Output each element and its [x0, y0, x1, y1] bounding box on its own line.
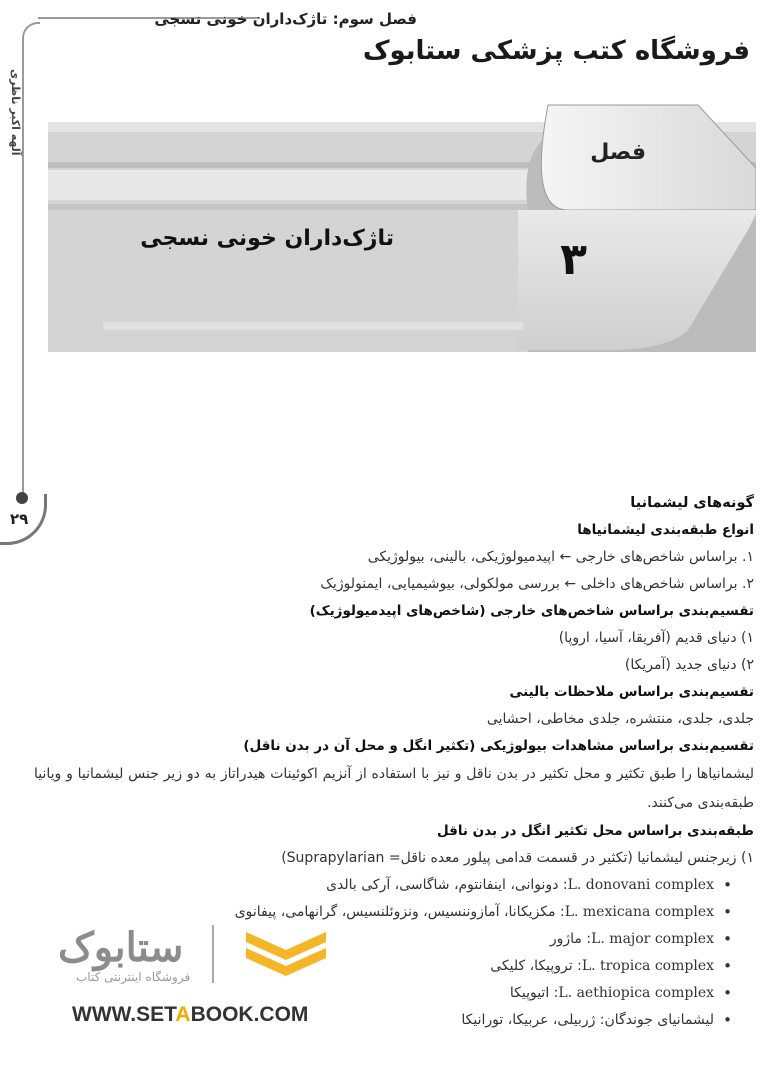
clinical-item: جلدی، جلدی، منتشره، جلدی مخاطی، احشایی — [486, 711, 754, 727]
types-item-2: ۲. براساس شاخص‌های داخلی ← بررسی مولکولی، بیوشیمیایی، ایمنولوژیک — [320, 576, 754, 592]
watermark-chevron-logo-icon — [236, 928, 336, 980]
chapter-label: فصل — [590, 140, 646, 165]
complex-name: L. aethiopica complex — [558, 985, 714, 1001]
heading-types: انواع طبقه‌بندی لیشمانیاها — [577, 522, 754, 538]
rodent-leishmania-item: • لیشمانیای جوندگان: ژربیلی، عربیکا، تورانیکا — [34, 1007, 754, 1034]
banner-fold-top — [541, 105, 756, 210]
epi-item-1: ۱) دنیای قدیم (آفریقا، آسیا، اروپا) — [558, 630, 754, 646]
watermark-separator — [212, 925, 214, 983]
heading-epidemiologic: تقسیم‌بندی براساس شاخص‌های خارجی (شاخص‌های اپیدمیولوژیک) — [309, 603, 754, 619]
complex-desc: : دونوانی، اینفانتوم، شاگاسی، آرکی بالدی — [326, 877, 568, 893]
complex-item — [34, 899, 754, 926]
watermark-url-pre: WWW.SET — [72, 1003, 176, 1026]
complex-desc: : اتیوپیکا — [509, 985, 559, 1001]
page-number: ۲۹ — [10, 510, 29, 528]
watermark-url-accent: A — [175, 1003, 191, 1026]
watermark-brand: ستابوک — [58, 926, 184, 970]
complex-item — [34, 872, 754, 899]
complex-name: L. mexicana complex — [564, 904, 714, 920]
epi-item-2: ۲) دنیای جدید (آمریکا) — [624, 657, 754, 673]
types-item-1: ۱. براساس شاخص‌های خارجی ← اپیدمیولوژیکی، بالینی، بیولوژیکی — [367, 549, 754, 565]
chapter-title: تاژک‌داران خونی نسجی — [140, 226, 394, 251]
complex-name: L. tropica complex — [581, 958, 714, 974]
complex-desc: : ماژور — [549, 931, 592, 947]
biologic-paragraph: لیشمانیاها را طبق تکثیر و محل تکثیر در بدن ناقل و نیز با استفاده از آنزیم اکوئینات هیدراتاز به دو زیر جنس لیشمانیا و ویانیا طبقه‌بندی می‌کنند. — [34, 766, 754, 811]
heading-site: طبقه‌بندی براساس محل تکثیر انگل در بدن ناقل — [436, 823, 754, 839]
watermark-subtitle: فروشگاه اینترنتی کتاب — [76, 970, 191, 984]
watermark-url — [72, 1003, 308, 1027]
margin-frame-line — [22, 22, 40, 494]
section-title: گونه‌های لیشمانیا — [630, 495, 754, 511]
site-intro: ۱) زیرجنس لیشمانیا (تکثیر در قسمت قدامی پیلور معده ناقل= Suprapylarian) — [281, 850, 754, 866]
heading-biologic: تقسیم‌بندی براساس مشاهدات بیولوژیکی (تکثیر انگل و محل آن در بدن ناقل) — [243, 738, 754, 754]
banner-bottom-stripe — [103, 322, 523, 330]
chapter-number: ۳ — [560, 234, 587, 285]
running-head: فصل سوم: تاژک‌داران خونی نسجی — [154, 10, 417, 28]
complex-name: L. major complex — [591, 931, 714, 947]
store-title: فروشگاه کتب پزشکی ستابوک — [362, 36, 750, 66]
watermark-url-post: BOOK.COM — [190, 1003, 309, 1026]
complex-desc: : تروپیکا، کلیکی — [490, 958, 582, 974]
complex-desc: : مکزیکانا، آمازوننسیس، ونزوئلنسیس، گرانهامی، پیفانوی — [234, 904, 565, 920]
margin-author: آلهه اکبر ناظری — [9, 69, 22, 156]
complex-name: L. donovani complex — [567, 877, 714, 893]
heading-clinical: تقسیم‌بندی براساس ملاحظات بالینی — [509, 684, 754, 700]
